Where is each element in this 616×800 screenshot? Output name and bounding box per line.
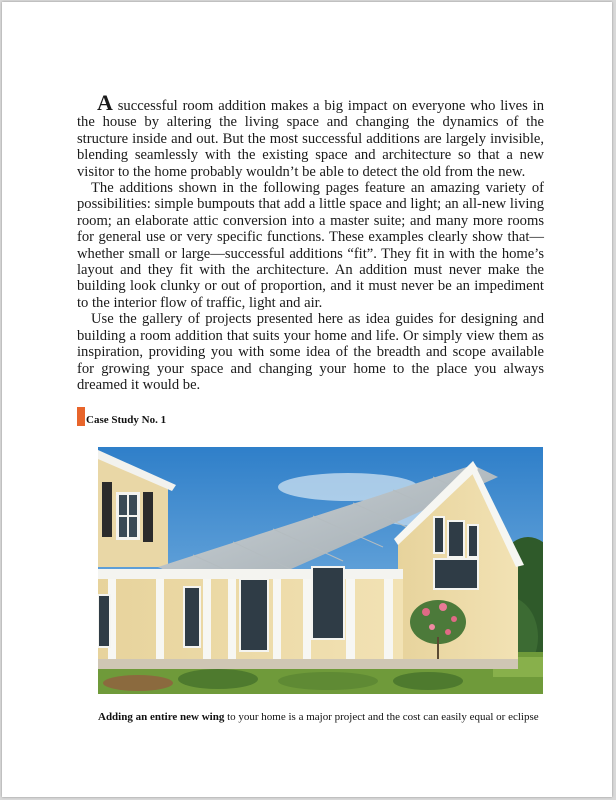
caption-bold: Adding an entire new wing xyxy=(98,711,225,723)
case-study-heading xyxy=(77,407,166,426)
drop-cap: A xyxy=(97,90,113,115)
paragraph-1-text: successful room addition makes a big impact on everyone who lives in the house by altering the living space and changing the dynamics of the structure inside and out. But the most successful additions are largely invisible, blending seamlessly with the existing space and architecture so that a new visitor to the home probably wouldn’t be able to detect the old from the new. xyxy=(77,98,544,180)
article-body xyxy=(77,90,544,393)
caption-text: to your home is a major project and the cost can easily equal or eclipse xyxy=(224,711,539,723)
photo-caption xyxy=(98,711,548,723)
paragraph-3: Use the gallery of projects presented here as idea guides for designing and building a room addition that suits your home and life. Or simply view them as inspiration, providing you with some idea of the breadth and scope available for growing your space and changing your home to the place you always dreamed it would be. xyxy=(77,311,544,393)
case-study-label: Case Study No. 1 xyxy=(86,414,167,426)
house-addition-photo xyxy=(98,447,543,694)
paragraph-2: The additions shown in the following pages feature an amazing variety of possibilities: simple bumpouts that add a little space and light; an all-new living room; an elaborate attic conversion into a master suite; and many more rooms for general use or very specific functions. These examples clearly show that—whether small or large—successful additions “fit”. They fit in with the home’s layout and they fit with the architecture. An addition must never make the building look clunky or out of proportion, and it must never be an impediment to the interior flow of traffic, light and air. xyxy=(77,180,544,311)
case-study-marker xyxy=(77,407,85,426)
paragraph-1 xyxy=(77,90,544,180)
document-page xyxy=(2,2,612,797)
